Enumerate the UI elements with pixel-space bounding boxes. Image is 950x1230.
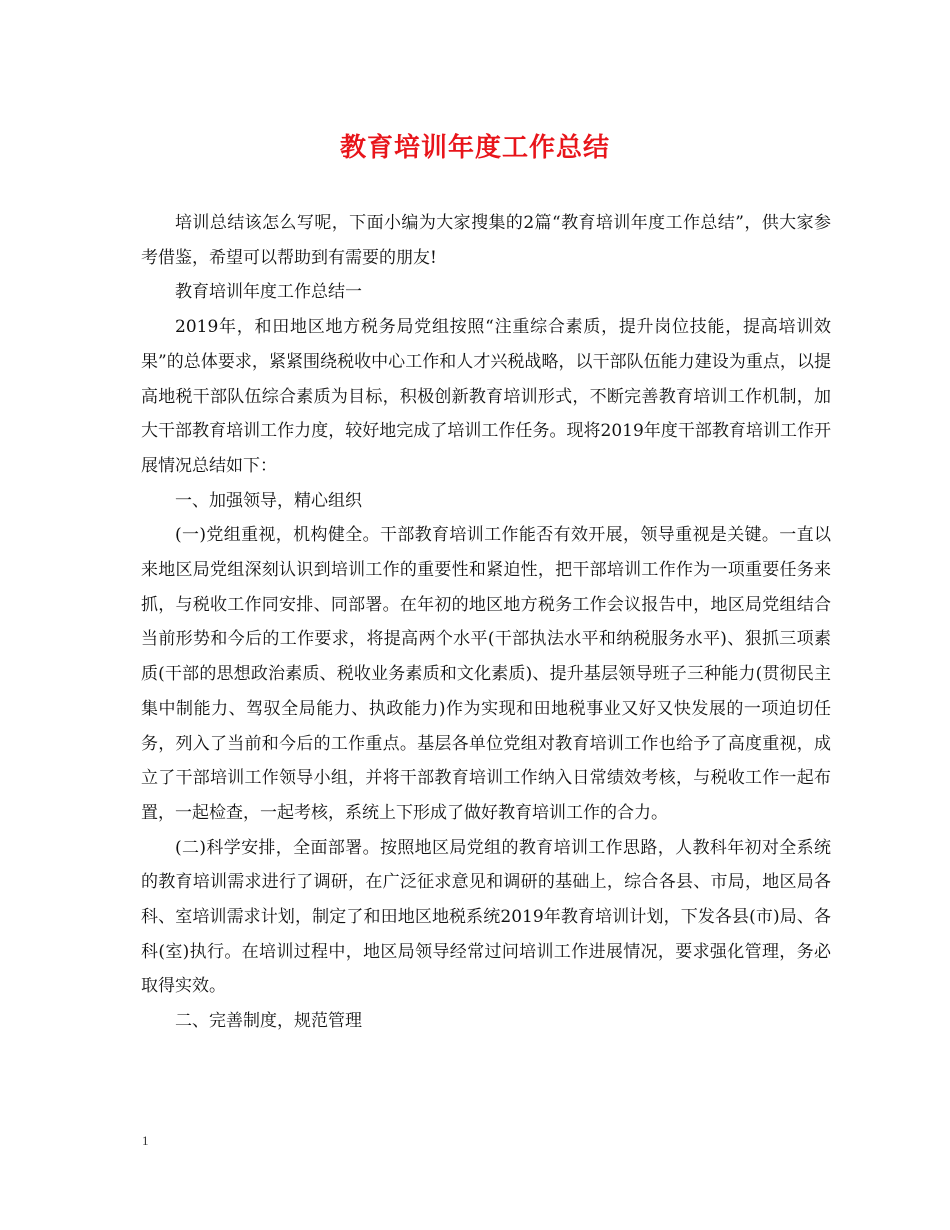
intro-paragraph: 培训总结该怎么写呢，下面小编为大家搜集的2篇“教育培训年度工作总结”，供大家参考借鉴，希望可以帮助到有需要的朋友! [141, 213, 831, 268]
section-heading-two: 二、完善制度，规范管理 [175, 1011, 362, 1032]
document-body [141, 206, 831, 1039]
document-title: 教育培训年度工作总结 [339, 133, 610, 163]
subsection-paragraph-two: (二)科学安排，全面部署。按照地区局党组的教育培训工作思路，人教科年初对全系统的教育培训需求进行了调研，在广泛征求意见和调研的基础上，综合各县、市局，地区局各科、室培训需求计划，制定了和田地区地税系统2019年教育培训计划，下发各县(市)局、各科(室)执行。在培训过程中，地区局领导经常过问培训工作进展情况，要求强化管理，务必取得实效。 [141, 837, 831, 997]
page-number: 1 [142, 1133, 149, 1148]
section-heading-one: 一、加强领导，精心组织 [175, 490, 362, 511]
section-heading-summary-one: 教育培训年度工作总结一 [175, 282, 362, 303]
overview-paragraph: 2019年，和田地区地方税务局党组按照“注重综合素质，提升岗位技能，提高培训效果”的总体要求，紧紧围绕税收中心工作和人才兴税战略，以干部队伍能力建设为重点，以提高地税干部队伍综合素质为目标，积极创新教育培训形式，不断完善教育培训工作机制，加大干部教育培训工作力度，较好地完成了培训工作任务。现将2019年度干部教育培训工作开展情况总结如下： [141, 317, 831, 476]
subsection-paragraph-one: (一)党组重视，机构健全。干部教育培训工作能否有效开展，领导重视是关键。一直以来地区局党组深刻认识到培训工作的重要性和紧迫性，把干部培训工作作为一项重要任务来抓，与税收工作同安排、同部署。在年初的地区地方税务工作会议报告中，地区局党组结合当前形势和今后的工作要求，将提高两个水平(干部执法水平和纳税服务水平)、狠抓三项素质(干部的思想政治素质、税收业务素质和文化素质)、提升基层领导班子三种能力(贯彻民主集中制能力、驾驭全局能力、执政能力)作为实现和田地税事业又好又快发展的一项迫切任务，列入了当前和今后的工作重点。基层各单位党组对教育培训工作也给予了高度重视，成立了干部培训工作领导小组，并将干部教育培训工作纳入日常绩效考核，与税收工作一起布置，一起检查，一起考核，系统上下形成了做好教育培训工作的合力。 [141, 525, 831, 823]
